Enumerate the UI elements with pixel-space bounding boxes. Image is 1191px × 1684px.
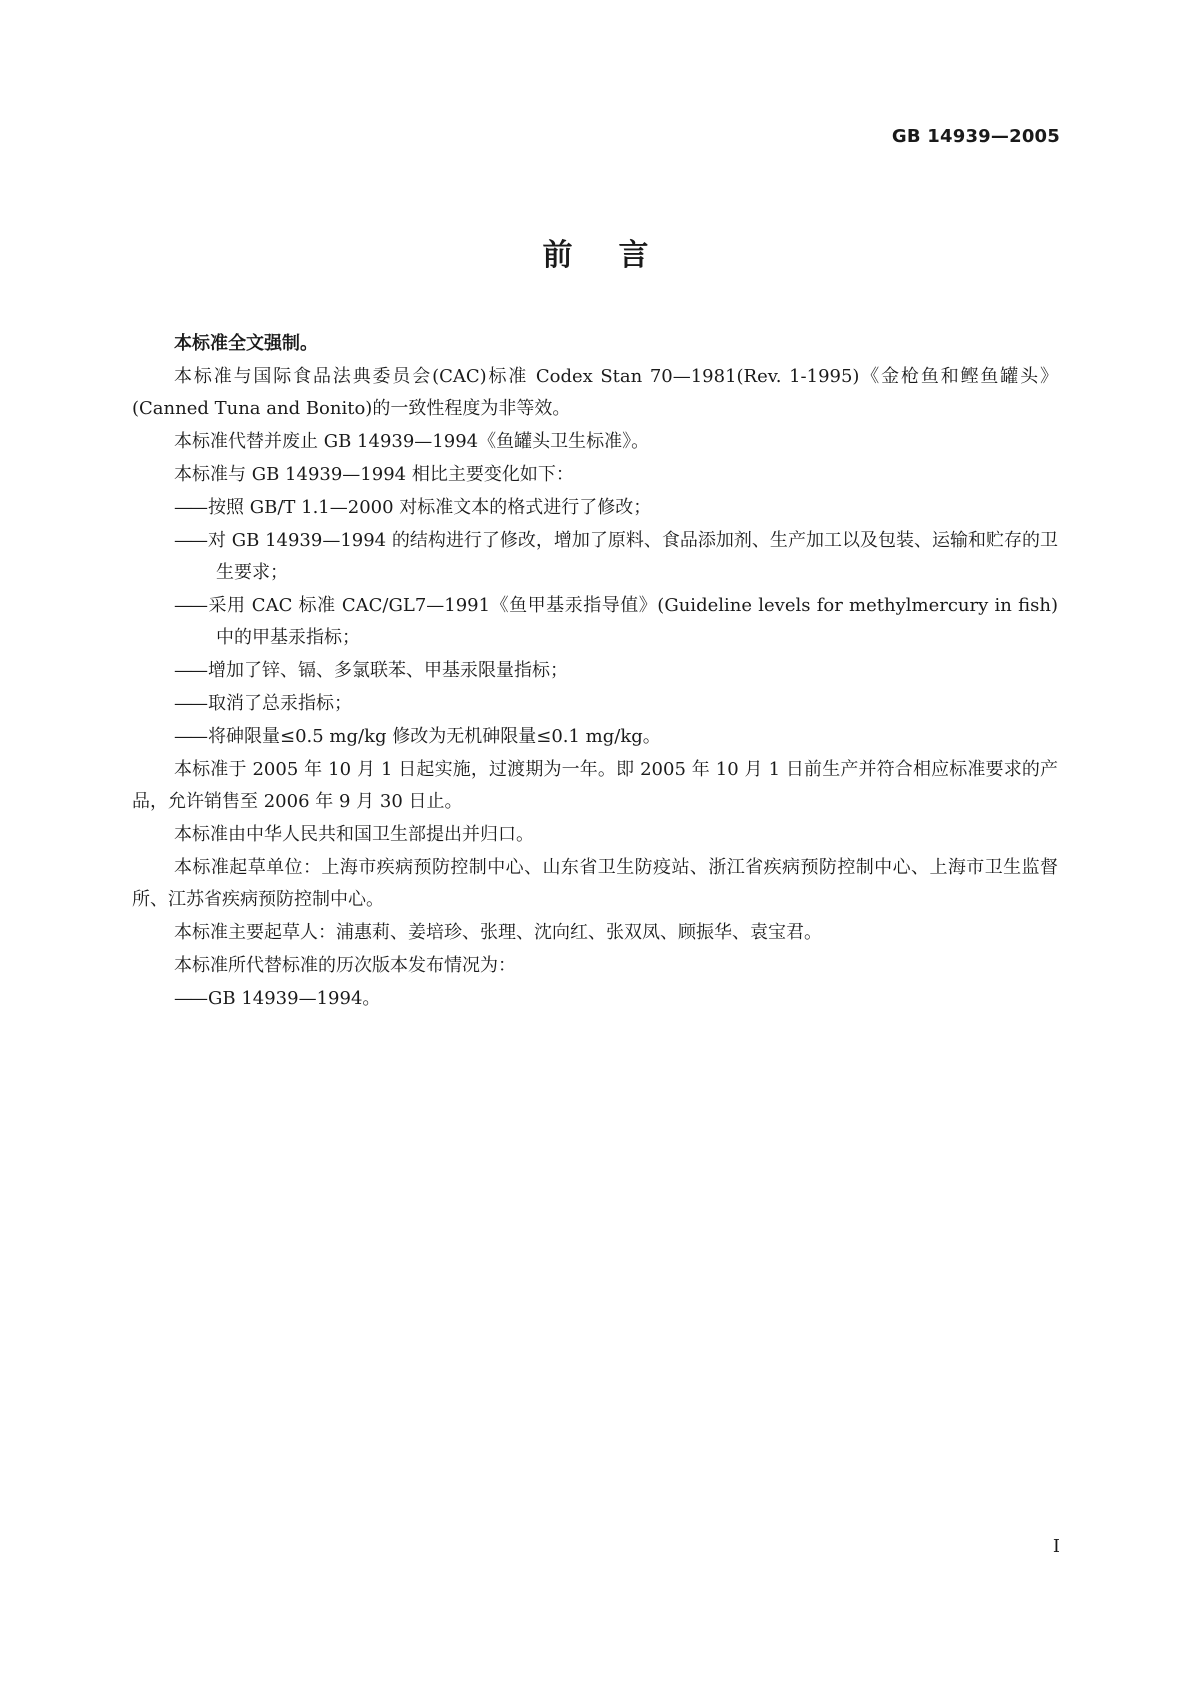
- change-item: —— 按照 GB/T 1.1—2000 对标准文本的格式进行了修改；: [132, 492, 1058, 524]
- paragraph-history-intro: 本标准所代替标准的历次版本发布情况为：: [174, 955, 516, 976]
- page-title: 前言: [542, 238, 695, 273]
- paragraph-proposer: 本标准由中华人民共和国卫生部提出并归口。: [174, 824, 534, 845]
- paragraph-equivalence: 本标准与国际食品法典委员会(CAC)标准 Codex Stan 70—1981(Rev. 1-1995)《金枪鱼和鲣鱼罐头》(Canned Tuna and Bonito)的一致性程度为非等效。: [132, 366, 1058, 419]
- page-number: I: [1052, 1536, 1060, 1557]
- change-item: —— 取消了总汞指标；: [132, 688, 1058, 720]
- change-item: —— 将砷限量≤0.5 mg/kg 修改为无机砷限量≤0.1 mg/kg。: [132, 721, 1058, 753]
- mandatory-statement: 本标准全文强制。: [174, 333, 318, 354]
- foreword-body: [132, 328, 1058, 1016]
- history-item: —— GB 14939—1994。: [132, 983, 1058, 1015]
- paragraph-drafting-units: 本标准起草单位：上海市疾病预防控制中心、山东省卫生防疫站、浙江省疾病预防控制中心、上海市卫生监督所、江苏省疾病预防控制中心。: [132, 857, 1058, 910]
- paragraph-effective-date: 本标准于 2005 年 10 月 1 日起实施，过渡期为一年。即 2005 年 10 月 1 日前生产并符合相应标准要求的产品，允许销售至 2006 年 9 月 30 日止。: [132, 759, 1058, 812]
- change-item: —— 增加了锌、镉、多氯联苯、甲基汞限量指标；: [132, 655, 1058, 687]
- change-item: —— 对 GB 14939—1994 的结构进行了修改，增加了原料、食品添加剂、生产加工以及包装、运输和贮存的卫生要求；: [132, 525, 1058, 589]
- paragraph-changes-intro: 本标准与 GB 14939—1994 相比主要变化如下：: [174, 464, 574, 485]
- change-item: —— 采用 CAC 标准 CAC/GL7—1991《鱼甲基汞指导值》(Guideline levels for methylmercury in fish)中的甲基汞指标；: [132, 590, 1058, 654]
- paragraph-drafters: 本标准主要起草人：浦惠莉、姜培珍、张理、沈向红、张双凤、顾振华、袁宝君。: [174, 922, 822, 943]
- standard-code: GB 14939—2005: [891, 126, 1060, 147]
- paragraph-replacement: 本标准代替并废止 GB 14939—1994《鱼罐头卫生标准》。: [174, 431, 650, 452]
